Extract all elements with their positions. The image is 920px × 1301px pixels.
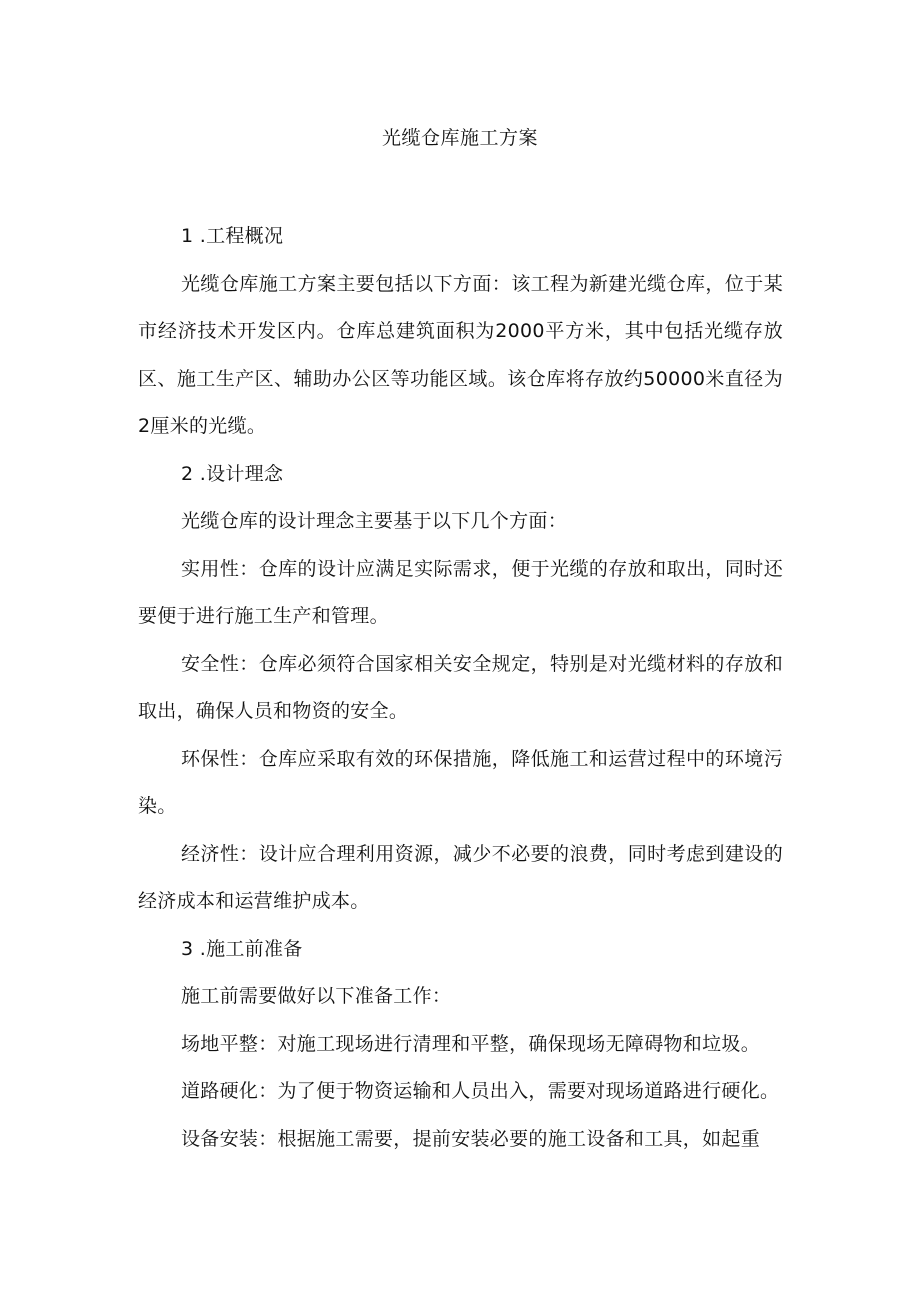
- paragraph-prep-intro: 施工前需要做好以下准备工作：: [181, 985, 452, 1007]
- paragraph-safety: 安全性：仓库必须符合国家相关安全规定，特别是对光缆材料的存放和取出，确保人员和物资的安全。: [138, 652, 783, 722]
- paragraph-site-leveling: 场地平整：对施工现场进行清理和平整，确保现场无障碍物和垃圾。: [181, 1032, 761, 1055]
- section-heading-3: 3 .施工前准备: [181, 937, 303, 960]
- document-title: 光缆仓库施工方案: [381, 127, 538, 149]
- paragraph-economy: 经济性：设计应合理利用资源，减少不必要的浪费，同时考虑到建设的经济成本和运营维护成本。: [138, 842, 783, 912]
- paragraph-road-hardening: 道路硬化：为了便于物资运输和人员出入，需要对现场道路进行硬化。: [181, 1080, 780, 1102]
- section-heading-2: 2 .设计理念: [181, 462, 284, 485]
- paragraph-equipment-install: 设备安装：根据施工需要，提前安装必要的施工设备和工具，如起重: [181, 1127, 761, 1150]
- paragraph-design-intro: 光缆仓库的设计理念主要基于以下几个方面：: [181, 510, 568, 532]
- paragraph-overview: 光缆仓库施工方案主要包括以下方面：该工程为新建光缆仓库，位于某市经济技术开发区内。仓库总建筑面积为2000平方米，其中包括光缆存放区、施工生产区、辅助办公区等功能区域。该仓库将存放约50000米直径为2厘米的光缆。: [138, 272, 783, 437]
- paragraph-environment: 环保性：仓库应采取有效的环保措施，降低施工和运营过程中的环境污染。: [138, 747, 783, 817]
- document-body: [138, 213, 783, 1163]
- paragraph-practicality: 实用性：仓库的设计应满足实际需求，便于光缆的存放和取出，同时还要便于进行施工生产和管理。: [138, 557, 783, 627]
- section-heading-1: 1 .工程概况: [181, 225, 284, 247]
